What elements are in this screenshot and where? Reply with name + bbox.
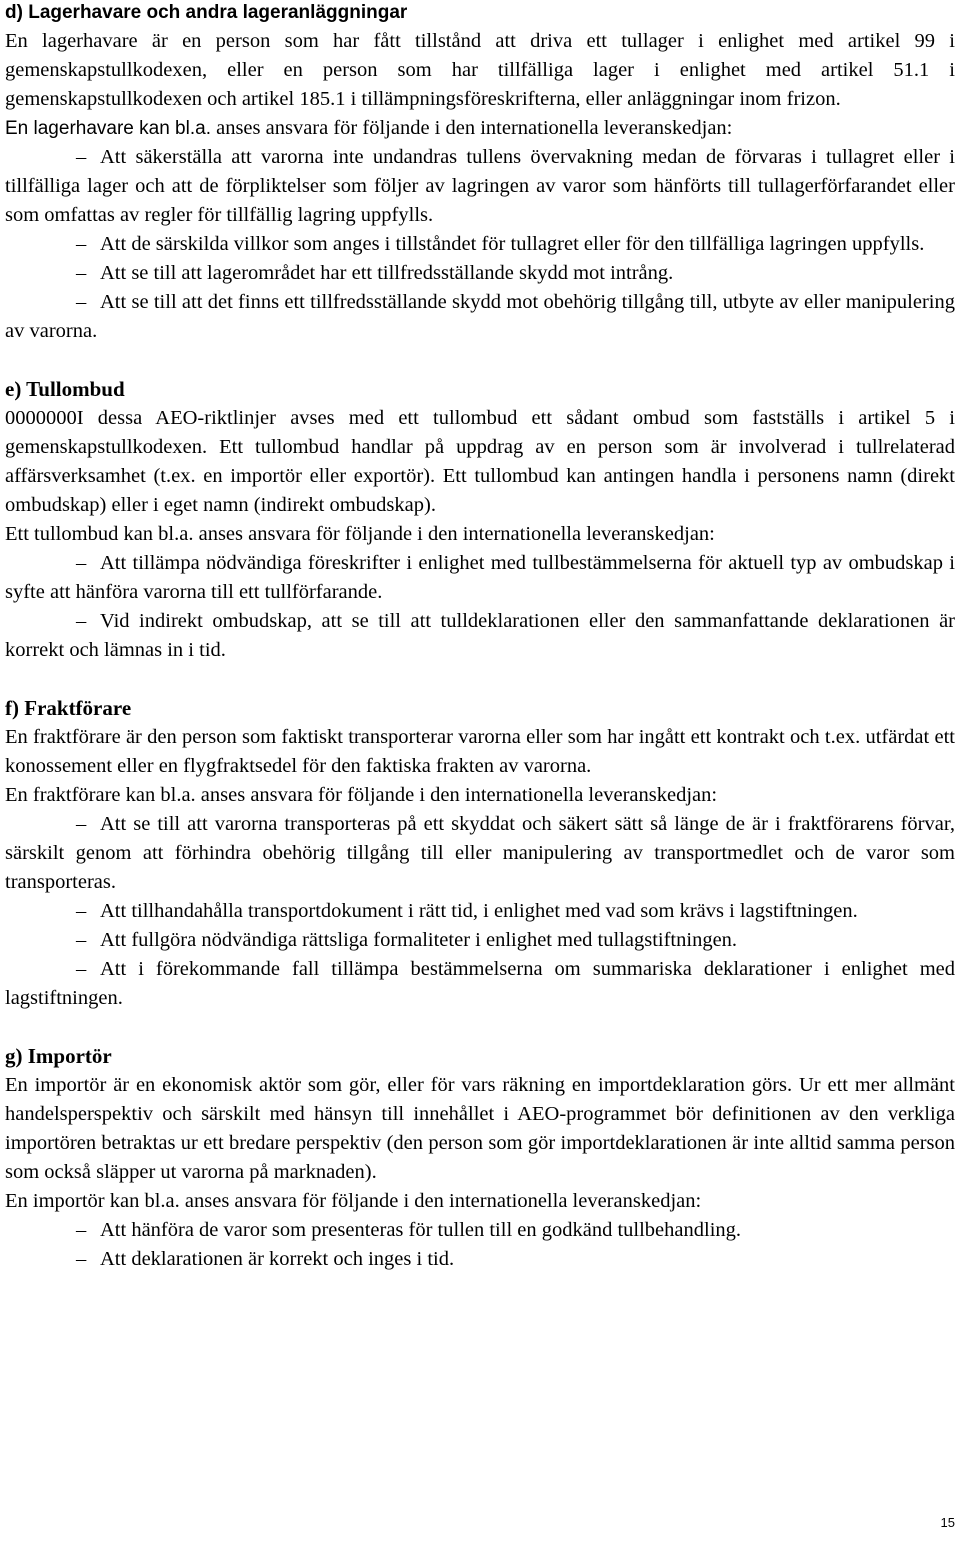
bullet-item: [5, 143, 955, 230]
dash-bullet: –: [76, 262, 87, 284]
section-heading: g) Importör: [5, 1044, 112, 1068]
bullet-text: Att se till att det finns ett tillfredsställande skydd mot obehörig tillgång till, utbyte av eller manipulering av varorna.: [5, 291, 955, 342]
bullet-item: [5, 810, 955, 897]
section-intro: 0000000I dessa AEO-riktlinjer avses med ett tullombud ett sådant ombud som fastställs i artikel 5 i gemenskapstullkodexen. Ett tullombud handlar på uppdrag av en person som är involverad i tullrelaterad affärsverksamhet (t.ex. en importör eller exportör). Ett tullombud kan antingen handla i personens namn (direkt ombudskap) eller i eget namn (indirekt ombudskap).: [5, 407, 955, 516]
bullet-item: [5, 955, 955, 1013]
bullet-item: [5, 607, 955, 665]
section-heading: f) Fraktförare: [5, 696, 132, 720]
bullet-item: [5, 926, 955, 955]
bullet-text: Att fullgöra nödvändiga rättsliga formaliteter i enlighet med tullagstiftningen.: [100, 929, 738, 951]
document-page: [5, 0, 955, 1274]
bullet-text: Att tillämpa nödvändiga föreskrifter i enlighet med tullbestämmelserna för aktuell typ av ombudskap i syfte att hänföra varorna till ett tullförfarande.: [5, 552, 955, 603]
section-heading: e) Tullombud: [5, 377, 125, 401]
bullet-text: Att säkerställa att varorna inte undandras tullens övervakning medan de förvaras i tullagret eller i tillfälliga lager och att de förpliktelser som följer av lagringen av varor som hänförts till tullagerförfarandet eller som omfattas av regler för tillfällig lagring uppfylls.: [5, 146, 955, 226]
section-intro: En lagerhavare är en person som har fått tillstånd att driva ett tullager i enlighet med artikel 99 i gemenskapstullkodexen, eller en person som har tillfälliga lager i enlighet med artikel 51.1 i gemenskapstullkodexen och artikel 185.1 i tillämpningsföreskrifterna, eller anläggningar inom frizon.: [5, 30, 955, 110]
dash-bullet: –: [76, 233, 87, 255]
section-heading: d) Lagerhavare och andra lageranläggningar: [5, 2, 408, 23]
section-fraktforare: [5, 694, 955, 1013]
dash-bullet: –: [76, 552, 87, 574]
bullet-item: [5, 1216, 955, 1245]
section-tullombud: [5, 375, 955, 665]
section-intro: En fraktförare är den person som faktiskt transporterar varorna eller som har ingått ett kontrakt och t.ex. utfärdat ett konossement eller en flygfraktsedel för den faktiska frakten av varorna.: [5, 726, 955, 777]
bullet-text: Vid indirekt ombudskap, att se till att tulldeklarationen eller den sammanfattande deklarationen är korrekt och lämnas in i tid.: [5, 610, 955, 661]
bullet-text: Att deklarationen är korrekt och inges i tid.: [100, 1248, 455, 1270]
responsibility-lead: En importör kan bl.a. anses ansvara för följande i den internationella leveranskedjan:: [5, 1190, 702, 1212]
bullet-text: Att se till att lagerområdet har ett tillfredsställande skydd mot intrång.: [100, 262, 674, 284]
bullet-text: Att se till att varorna transporteras på ett skyddat och säkert sätt så länge de är i fraktförarens förvar, särskilt genom att förhindra obehörig tillgång till eller manipulering av transportmedlet och de varor som transporteras.: [5, 813, 955, 893]
dash-bullet: –: [76, 610, 87, 632]
bullet-text: Att i förekommande fall tillämpa bestämmelserna om summariska deklarationer i enlighet med lagstiftningen.: [5, 958, 955, 1009]
dash-bullet: –: [76, 958, 87, 980]
responsibility-lead: En fraktförare kan bl.a. anses ansvara för följande i den internationella leveranskedjan:: [5, 784, 718, 806]
dash-bullet: –: [76, 1219, 87, 1241]
responsibility-lead: Ett tullombud kan bl.a. anses ansvara för följande i den internationella leveranskedjan:: [5, 523, 715, 545]
bullet-text: Att de särskilda villkor som anges i tillståndet för tullagret eller för den tillfälliga lagringen uppfylls.: [100, 233, 925, 255]
bullet-item: [5, 259, 955, 288]
lead-text: anses ansvara för följande i den internationella leveranskedjan:: [210, 117, 733, 139]
section-intro: En importör är en ekonomisk aktör som gör, eller för vars räkning en importdeklaration görs. Ur ett mer allmänt handelsperspektiv och särskilt med hänsyn till innehållet i AEO-programmet bör definitionen av den verkliga importören betraktas ur ett bredare perspektiv (den person som gör importdeklarationen är inte alltid samma person som också släpper ut varorna på marknaden).: [5, 1074, 955, 1183]
bullet-item: [5, 897, 955, 926]
section-importor: [5, 1042, 955, 1274]
dash-bullet: –: [76, 929, 87, 951]
bullet-item: [5, 1245, 955, 1274]
responsibility-lead: [5, 114, 955, 143]
section-lagerhavare: [5, 0, 955, 346]
bullet-item: [5, 230, 955, 259]
lead-sans-text: En lagerhavare kan bl.a.: [5, 118, 211, 139]
dash-bullet: –: [76, 291, 87, 313]
dash-bullet: –: [76, 146, 87, 168]
bullet-text: Att tillhandahålla transportdokument i rätt tid, i enlighet med vad som krävs i lagstiftningen.: [100, 900, 858, 922]
dash-bullet: –: [76, 900, 87, 922]
bullet-item: [5, 288, 955, 346]
page-number: 15: [940, 1515, 955, 1530]
dash-bullet: –: [76, 813, 87, 835]
bullet-text: Att hänföra de varor som presenteras för tullen till en godkänd tullbehandling.: [100, 1219, 742, 1241]
dash-bullet: –: [76, 1248, 87, 1270]
bullet-item: [5, 549, 955, 607]
